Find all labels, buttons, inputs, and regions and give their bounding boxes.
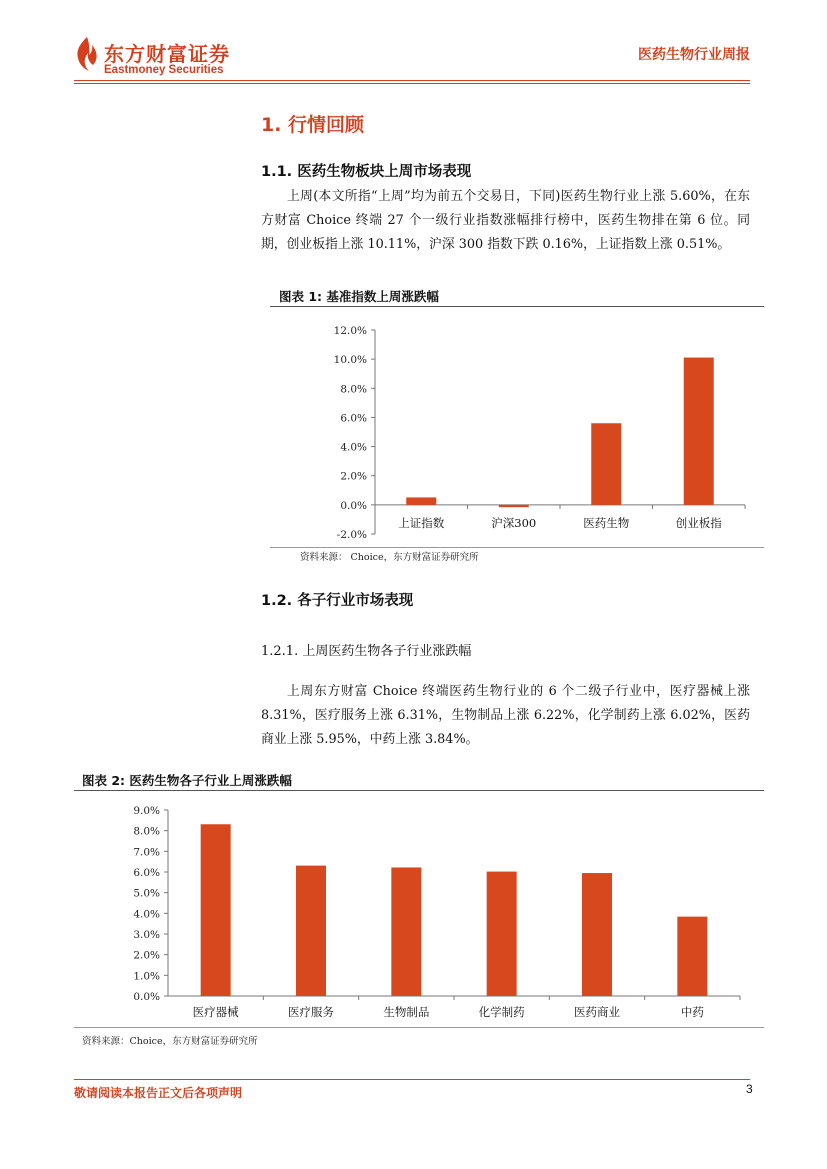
x-category-label: 医药生物 [583, 515, 630, 530]
y-tick-label: 4.0% [133, 908, 160, 921]
figure-2-source: 资料来源：Choice，东方财富证券研究所 [82, 1036, 258, 1047]
paragraph-1-1: 上周(本文所指“上周”均为前五个交易日，下同)医药生物行业上涨 5.60%，在东方财富 Choice 终端 27 个一级行业指数涨幅排行榜中，医药生物排在第 6 位。同期，创业板指上涨 10.11%，沪深 300 指数下跌 0.16%，上证指数上涨 0.51%。 [261, 189, 750, 252]
figure-2-top-rule [74, 790, 764, 791]
header-divider-2 [74, 83, 750, 84]
figure-2-title: 图表 2: 医药生物各子行业上周涨跌幅 [82, 773, 292, 788]
x-category-label: 医药商业 [574, 1005, 620, 1019]
y-tick-label: 0.0% [340, 499, 367, 512]
y-tick-label: 8.0% [340, 383, 367, 396]
bar [499, 505, 529, 507]
y-tick-label: 2.0% [340, 470, 367, 483]
bar [487, 872, 517, 996]
x-category-label: 中药 [680, 1005, 704, 1019]
y-tick-label: 2.0% [133, 949, 160, 962]
figure-1-bar-chart [300, 318, 760, 546]
subsection-title-1-1: 1.1. 医药生物板块上周市场表现 [261, 164, 472, 180]
x-category-label: 化学制药 [478, 1005, 525, 1019]
y-tick-label: 0.0% [133, 991, 160, 1003]
x-category-label: 创业板指 [675, 515, 722, 530]
y-tick-label: 6.0% [340, 412, 367, 425]
y-tick-label: 1.0% [133, 970, 160, 983]
y-tick-label: 12.0% [333, 325, 367, 337]
bar [677, 917, 707, 996]
x-category-label: 生物制品 [383, 1005, 430, 1019]
subsection-title-1-2: 1.2. 各子行业市场表现 [261, 593, 414, 609]
brand-name-en: Eastmoney Securities [104, 64, 224, 76]
y-tick-label: 10.0% [333, 354, 367, 367]
y-tick-label: 8.0% [133, 825, 160, 838]
figure-1-title: 图表 1: 基准指数上周涨跌幅 [279, 289, 439, 304]
page-number: 3 [746, 1082, 753, 1096]
y-tick-label: 3.0% [133, 929, 160, 941]
x-category-label: 医疗器械 [192, 1005, 239, 1019]
report-type: 医药生物行业周报 [638, 47, 750, 63]
bar [391, 867, 421, 996]
footer-disclaimer: 敬请阅读本报告正文后各项声明 [74, 1086, 243, 1100]
y-tick-label: 6.0% [133, 867, 160, 879]
brand-name-cn: 东方财富证券 [104, 42, 230, 66]
paragraph-1-2-1: 上周东方财富 Choice 终端医药生物行业的 6 个二级子行业中，医疗器械上涨 8.31%，医疗服务上涨 6.31%，生物制品上涨 6.22%，化学制药上涨 6.02%，医药商业上涨 5.95%，中药上涨 3.84%。 [261, 684, 750, 747]
x-category-label: 医疗服务 [288, 1005, 334, 1019]
y-tick-label: 9.0% [133, 805, 160, 817]
bar [684, 358, 714, 505]
bar [201, 824, 231, 996]
subsection-title-1-2-1: 1.2.1. 上周医药生物各子行业涨跌幅 [261, 644, 472, 659]
figure-2-bar-chart [100, 800, 760, 1025]
figure-1-bottom-rule [270, 547, 764, 548]
eastmoney-flame-logo-icon [74, 36, 100, 72]
figure-1-top-rule [270, 306, 764, 307]
x-category-label: 上证指数 [398, 515, 445, 530]
bar [591, 423, 621, 505]
bar [582, 873, 612, 996]
bar [406, 497, 436, 504]
y-tick-label: -2.0% [336, 529, 367, 541]
y-tick-label: 5.0% [133, 887, 160, 900]
bar [296, 866, 326, 996]
figure-1-source: 资料来源： Choice，东方财富证券研究所 [300, 552, 479, 563]
y-tick-label: 4.0% [340, 441, 367, 454]
footer-divider [74, 1079, 750, 1080]
x-category-label: 沪深300 [491, 515, 537, 530]
figure-2-bottom-rule [74, 1027, 764, 1028]
section-title: 1. 行情回顾 [261, 114, 365, 136]
y-tick-label: 7.0% [133, 846, 160, 859]
header-divider [74, 80, 750, 81]
